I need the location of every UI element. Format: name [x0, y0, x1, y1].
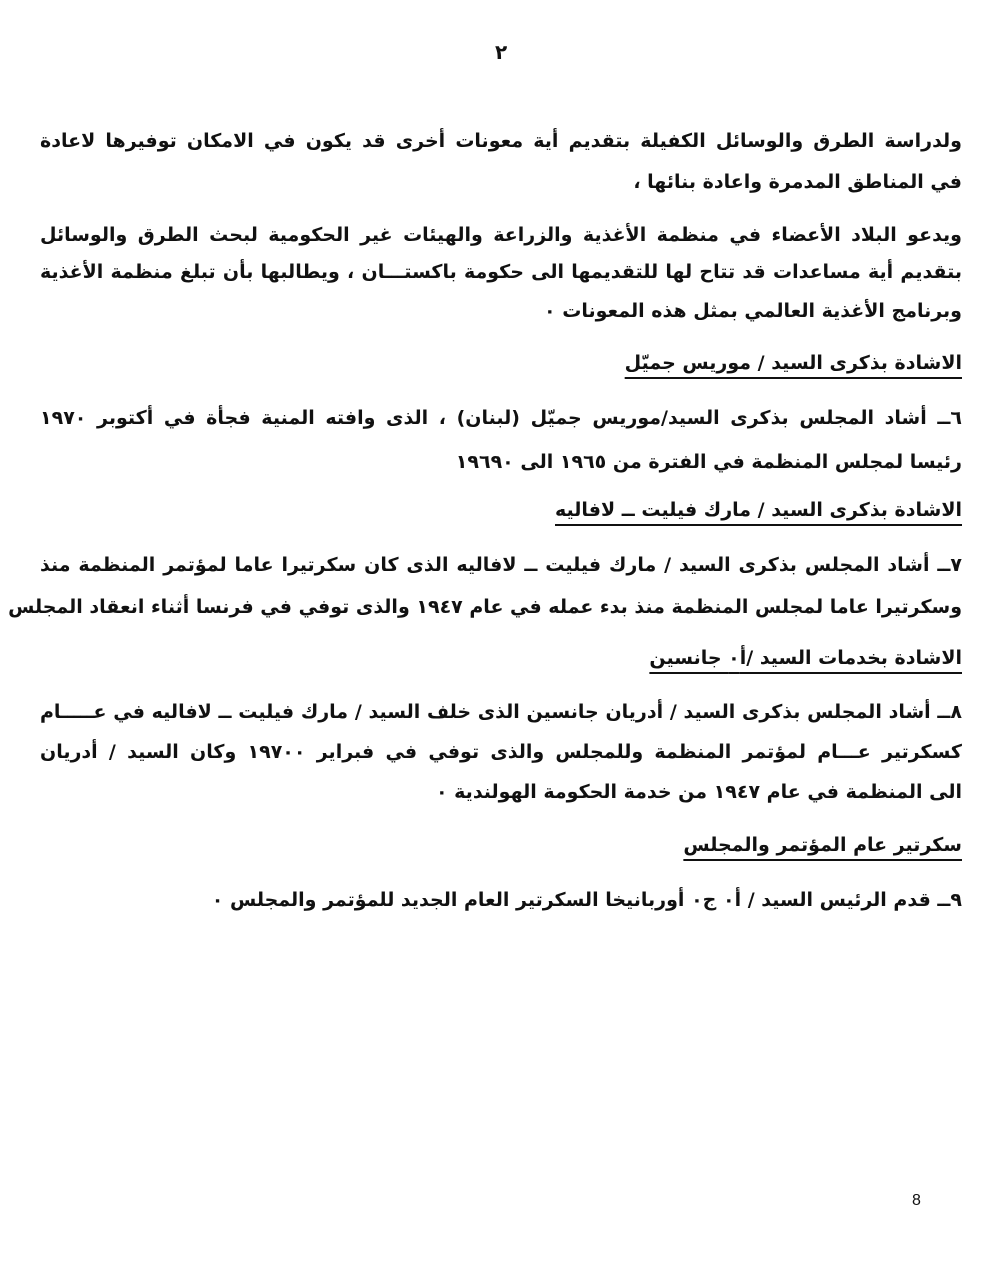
paragraph-line: ويدعو البلاد الأعضاء في منظمة الأغذية والزراعة والهيئات غير الحكومية لبحث الطرق والوسائل: [40, 224, 962, 246]
paragraph-line: رئيسا لمجلس المنظمة في الفترة من ١٩٦٥ الى ١٩٦٩٠: [455, 451, 962, 473]
paragraph-line: ٦ــ أشاد المجلس بذكرى السيد/موريس جميّل (لبنان) ، الذى وافته المنية فجأة في أكتوبر ١٩٧٠: [40, 407, 962, 429]
paragraph-line: الى المنظمة في عام ١٩٤٧ من خدمة الحكومة الهولندية ٠: [435, 781, 962, 803]
paragraph-line: في المناطق المدمرة واعادة بنائها ،: [633, 171, 962, 193]
paragraph-line: ولدراسة الطرق والوسائل الكفيلة بتقديم أية معونات أخرى قد يكون في الامكان توفيرها لاعادة: [40, 130, 962, 152]
section-heading: سكرتير عام المؤتمر والمجلس: [683, 834, 962, 856]
page-number: 8: [912, 1192, 921, 1209]
section-heading: الاشادة بذكرى السيد / موريس جميّل: [624, 352, 962, 374]
section-heading: الاشادة بخدمات السيد /أ٠ جانسين: [649, 647, 962, 669]
page-marker: ٢: [495, 40, 508, 64]
section-heading: الاشادة بذكرى السيد / مارك فيليت ــ لافاليه: [555, 499, 962, 521]
paragraph-line: كسكرتير عـــام لمؤتمر المنظمة وللمجلس والذى توفي في فبراير ١٩٧٠٠ وكان السيد / أدريان: [40, 741, 962, 763]
paragraph-line: وسكرتيرا عاما لمجلس المنظمة منذ بدء عمله في عام ١٩٤٧ والذى توفي في فرنسا أثناء انعقاد المجلس: [8, 596, 962, 618]
paragraph-line: ٩ــ قدم الرئيس السيد / أ٠ ج٠ أوربانيخا السكرتير العام الجديد للمؤتمر والمجلس ٠: [211, 889, 962, 911]
paragraph-line: ٨ــ أشاد المجلس بذكرى السيد / أدريان جانسين الذى خلف السيد / مارك فيليت ــ لافاليه في عـــــام: [40, 701, 962, 723]
paragraph-line: بتقديم أية مساعدات قد تتاح لها للتقديمها الى حكومة باكستـــان ، ويطالبها بأن تبلغ منظمة الأغذية: [40, 261, 962, 283]
paragraph-line: ٧ــ أشاد المجلس بذكرى السيد / مارك فيليت ــ لافاليه الذى كان سكرتيرا عاما لمؤتمر المنظمة منذ: [40, 554, 962, 576]
paragraph-line: وبرنامج الأغذية العالمي بمثل هذه المعونات ٠: [544, 300, 962, 322]
